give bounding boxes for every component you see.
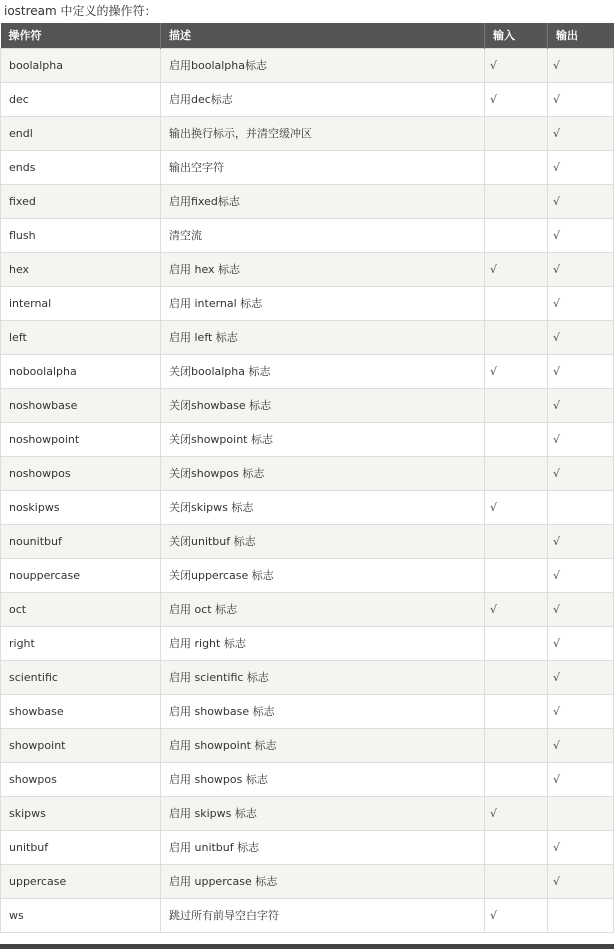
- input-mark-cell: [485, 218, 548, 252]
- description-cell: 关闭unitbuf 标志: [161, 524, 485, 558]
- table-row: [1, 558, 614, 592]
- input-mark-cell: [485, 422, 548, 456]
- input-mark-cell: [485, 320, 548, 354]
- output-mark-cell: √: [548, 728, 614, 762]
- input-mark-cell: √: [485, 354, 548, 388]
- description-cell: 启用 unitbuf 标志: [161, 830, 485, 864]
- input-mark-cell: √: [485, 592, 548, 626]
- operator-cell: showbase: [1, 694, 161, 728]
- input-mark-cell: [485, 864, 548, 898]
- table-row: [1, 660, 614, 694]
- operator-cell: noskipws: [1, 490, 161, 524]
- operators-table: [0, 23, 614, 933]
- operator-cell: flush: [1, 218, 161, 252]
- output-mark-cell: √: [548, 320, 614, 354]
- operator-cell: showpoint: [1, 728, 161, 762]
- output-mark-cell: √: [548, 422, 614, 456]
- operator-cell: dec: [1, 82, 161, 116]
- output-mark-cell: √: [548, 184, 614, 218]
- table-row: [1, 422, 614, 456]
- input-mark-cell: [485, 762, 548, 796]
- description-cell: 启用 skipws 标志: [161, 796, 485, 830]
- operator-cell: scientific: [1, 660, 161, 694]
- output-mark-cell: √: [548, 354, 614, 388]
- operator-cell: left: [1, 320, 161, 354]
- header-output: 输出: [548, 23, 614, 48]
- description-cell: 启用 hex 标志: [161, 252, 485, 286]
- input-mark-cell: [485, 286, 548, 320]
- page-caption: iostream 中定义的操作符：: [4, 4, 157, 18]
- table-row: [1, 524, 614, 558]
- output-mark-cell: √: [548, 864, 614, 898]
- table-row: [1, 252, 614, 286]
- input-mark-cell: [485, 150, 548, 184]
- header-row: [1, 23, 614, 48]
- input-mark-cell: [485, 184, 548, 218]
- table-row: [1, 82, 614, 116]
- description-cell: 启用 oct 标志: [161, 592, 485, 626]
- description-cell: 清空流: [161, 218, 485, 252]
- input-mark-cell: √: [485, 252, 548, 286]
- operator-cell: ends: [1, 150, 161, 184]
- table-row: [1, 456, 614, 490]
- table-row: [1, 218, 614, 252]
- operator-cell: showpos: [1, 762, 161, 796]
- output-mark-cell: √: [548, 286, 614, 320]
- operator-cell: noboolalpha: [1, 354, 161, 388]
- table-row: [1, 320, 614, 354]
- output-mark-cell: √: [548, 82, 614, 116]
- header-input: 输入: [485, 23, 548, 48]
- header-description: 描述: [161, 23, 485, 48]
- table-row: [1, 150, 614, 184]
- table-row: [1, 592, 614, 626]
- operator-cell: uppercase: [1, 864, 161, 898]
- input-mark-cell: [485, 558, 548, 592]
- input-mark-cell: [485, 830, 548, 864]
- input-mark-cell: [485, 728, 548, 762]
- table-row: [1, 184, 614, 218]
- description-cell: 关闭showbase 标志: [161, 388, 485, 422]
- output-mark-cell: √: [548, 524, 614, 558]
- description-cell: 输出空字符: [161, 150, 485, 184]
- description-cell: 关闭skipws 标志: [161, 490, 485, 524]
- operator-cell: nouppercase: [1, 558, 161, 592]
- input-mark-cell: [485, 660, 548, 694]
- operator-cell: noshowbase: [1, 388, 161, 422]
- description-cell: 启用 showpoint 标志: [161, 728, 485, 762]
- input-mark-cell: [485, 456, 548, 490]
- table-row: [1, 830, 614, 864]
- table-row: [1, 796, 614, 830]
- table-row: [1, 898, 614, 932]
- table-row: [1, 626, 614, 660]
- output-mark-cell: √: [548, 694, 614, 728]
- description-cell: 输出换行标示，并清空缓冲区: [161, 116, 485, 150]
- table-row: [1, 116, 614, 150]
- output-mark-cell: √: [548, 456, 614, 490]
- output-mark-cell: [548, 898, 614, 932]
- description-cell: 关闭uppercase 标志: [161, 558, 485, 592]
- operator-cell: noshowpos: [1, 456, 161, 490]
- description-cell: 启用 left 标志: [161, 320, 485, 354]
- operator-cell: endl: [1, 116, 161, 150]
- operator-cell: skipws: [1, 796, 161, 830]
- input-mark-cell: [485, 524, 548, 558]
- operator-cell: unitbuf: [1, 830, 161, 864]
- description-cell: 关闭showpoint 标志: [161, 422, 485, 456]
- operator-cell: hex: [1, 252, 161, 286]
- table-header: [1, 23, 614, 48]
- description-cell: 关闭boolalpha 标志: [161, 354, 485, 388]
- table-row: [1, 762, 614, 796]
- description-cell: 启用 uppercase 标志: [161, 864, 485, 898]
- output-mark-cell: √: [548, 830, 614, 864]
- input-mark-cell: [485, 388, 548, 422]
- output-mark-cell: √: [548, 762, 614, 796]
- description-cell: 关闭showpos 标志: [161, 456, 485, 490]
- description-cell: 启用 scientific 标志: [161, 660, 485, 694]
- operator-cell: oct: [1, 592, 161, 626]
- header-operator: 操作符: [1, 23, 161, 48]
- input-mark-cell: [485, 626, 548, 660]
- input-mark-cell: √: [485, 898, 548, 932]
- input-mark-cell: √: [485, 796, 548, 830]
- output-mark-cell: √: [548, 252, 614, 286]
- operator-cell: nounitbuf: [1, 524, 161, 558]
- description-cell: 启用boolalpha标志: [161, 48, 485, 82]
- output-mark-cell: √: [548, 218, 614, 252]
- operator-cell: fixed: [1, 184, 161, 218]
- output-mark-cell: [548, 796, 614, 830]
- output-mark-cell: √: [548, 660, 614, 694]
- operator-cell: right: [1, 626, 161, 660]
- input-mark-cell: √: [485, 48, 548, 82]
- input-mark-cell: [485, 694, 548, 728]
- table-row: [1, 286, 614, 320]
- output-mark-cell: [548, 490, 614, 524]
- description-cell: 启用fixed标志: [161, 184, 485, 218]
- operator-cell: noshowpoint: [1, 422, 161, 456]
- bottom-divider: [0, 944, 614, 949]
- operator-cell: internal: [1, 286, 161, 320]
- output-mark-cell: √: [548, 558, 614, 592]
- input-mark-cell: √: [485, 82, 548, 116]
- operator-cell: ws: [1, 898, 161, 932]
- output-mark-cell: √: [548, 388, 614, 422]
- table-row: [1, 388, 614, 422]
- output-mark-cell: √: [548, 150, 614, 184]
- table-row: [1, 490, 614, 524]
- table-row: [1, 694, 614, 728]
- input-mark-cell: [485, 116, 548, 150]
- description-cell: 启用dec标志: [161, 82, 485, 116]
- operator-cell: boolalpha: [1, 48, 161, 82]
- description-cell: 启用 showpos 标志: [161, 762, 485, 796]
- description-cell: 启用 internal 标志: [161, 286, 485, 320]
- table-row: [1, 48, 614, 82]
- table-body: [1, 48, 614, 932]
- output-mark-cell: √: [548, 592, 614, 626]
- output-mark-cell: √: [548, 48, 614, 82]
- description-cell: 启用 showbase 标志: [161, 694, 485, 728]
- table-row: [1, 728, 614, 762]
- description-cell: 启用 right 标志: [161, 626, 485, 660]
- input-mark-cell: √: [485, 490, 548, 524]
- table-row: [1, 864, 614, 898]
- output-mark-cell: √: [548, 116, 614, 150]
- output-mark-cell: √: [548, 626, 614, 660]
- description-cell: 跳过所有前导空白字符: [161, 898, 485, 932]
- table-row: [1, 354, 614, 388]
